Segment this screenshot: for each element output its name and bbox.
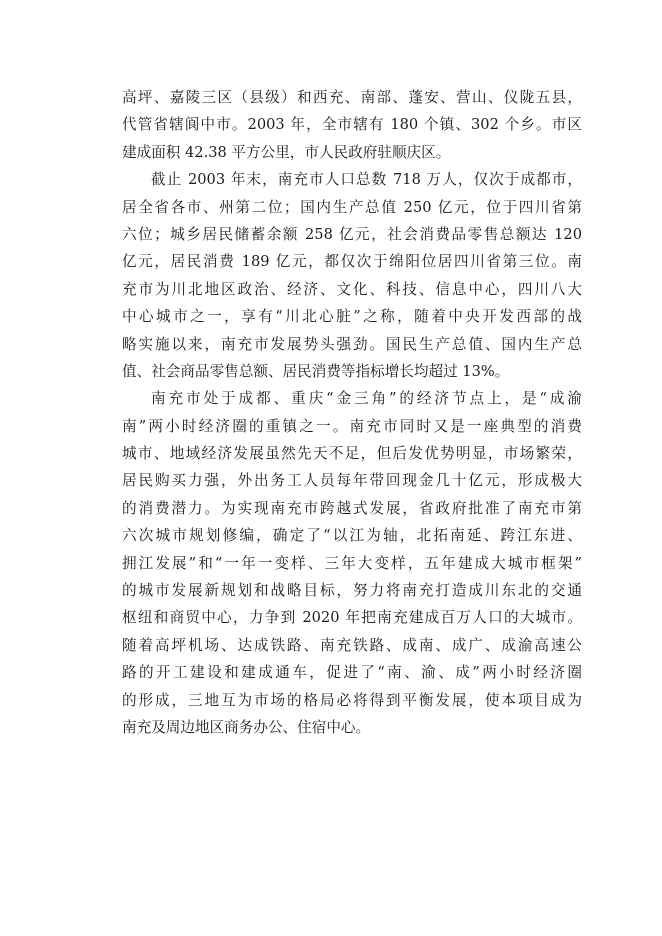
text-line: 六位；城乡居民储蓄余额 258 亿元，社会消费品零售总额达 120 <box>122 225 582 243</box>
text-line: 高坪、嘉陵三区（县级）和西充、南部、蓬安、营山、仪陇五县， <box>122 89 582 106</box>
text-line: 拥江发展”和“一年一变样、三年大变样，五年建成大城市框架” <box>122 554 582 572</box>
paragraph-2 <box>122 166 582 385</box>
text-line: 城市、地域经济发展虽然先天不足，但后发优势明显，市场繁荣， <box>122 445 582 463</box>
text-line: 南充及周边地区商务办公、住宿中心。 <box>122 718 371 736</box>
text-line: 值、社会商品零售总额、居民消费等指标增长均超过 13%。 <box>122 362 510 380</box>
text-line: 南充市处于成都、重庆“金三角”的经济节点上，是“成渝 <box>151 390 582 408</box>
text-line: 截止 2003 年末，南充市人口总数 718 万人，仅次于成都市， <box>151 171 582 189</box>
paragraph-3 <box>122 385 582 741</box>
text-line: 随着高坪机场、达成铁路、南充铁路、成南、成广、成渝高速公 <box>122 636 582 654</box>
text-line: 略实施以来，南充市发展势头强劲。国民生产总值、国内生产总 <box>122 335 582 353</box>
text-line: 建成面积 42.38 平方公里，市人民政府驻顺庆区。 <box>122 143 451 161</box>
text-line: 的形成，三地互为市场的格局必将得到平衡发展，使本项目成为 <box>122 691 582 709</box>
text-line: 南”两小时经济圈的重镇之一。南充市同时又是一座典型的消费 <box>122 417 582 435</box>
text-line: 六次城市规划修编，确定了“以江为轴，北拓南延、跨江东进、 <box>122 527 582 545</box>
text-line: 居民购买力强，外出务工人员每年带回现金几十亿元，形成极大 <box>122 472 582 490</box>
text-line: 居全省各市、州第二位；国内生产总值 250 亿元，位于四川省第 <box>122 198 582 216</box>
text-line: 亿元，居民消费 189 亿元，都仅次于绵阳位居四川省第三位。南 <box>122 253 582 271</box>
text-line: 的城市发展新规划和战略目标，努力将南充打造成川东北的交通 <box>122 582 582 600</box>
paragraph-1 <box>122 84 582 166</box>
body-text <box>122 84 582 741</box>
text-line: 的消费潜力。为实现南充市跨越式发展，省政府批准了南充市第 <box>122 499 582 517</box>
text-line: 中心城市之一，享有“川北心脏”之称，随着中央开发西部的战 <box>122 308 582 326</box>
text-line: 充市为川北地区政治、经济、文化、科技、信息中心，四川八大 <box>122 280 582 298</box>
text-line: 路的开工建设和建成通车，促进了“南、渝、成”两小时经济圈 <box>122 664 582 682</box>
text-line: 枢纽和商贸中心，力争到 2020 年把南充建成百万人口的大城市。 <box>122 609 582 627</box>
text-line: 代管省辖阆中市。2003 年，全市辖有 180 个镇、302 个乡。市区 <box>122 116 582 134</box>
